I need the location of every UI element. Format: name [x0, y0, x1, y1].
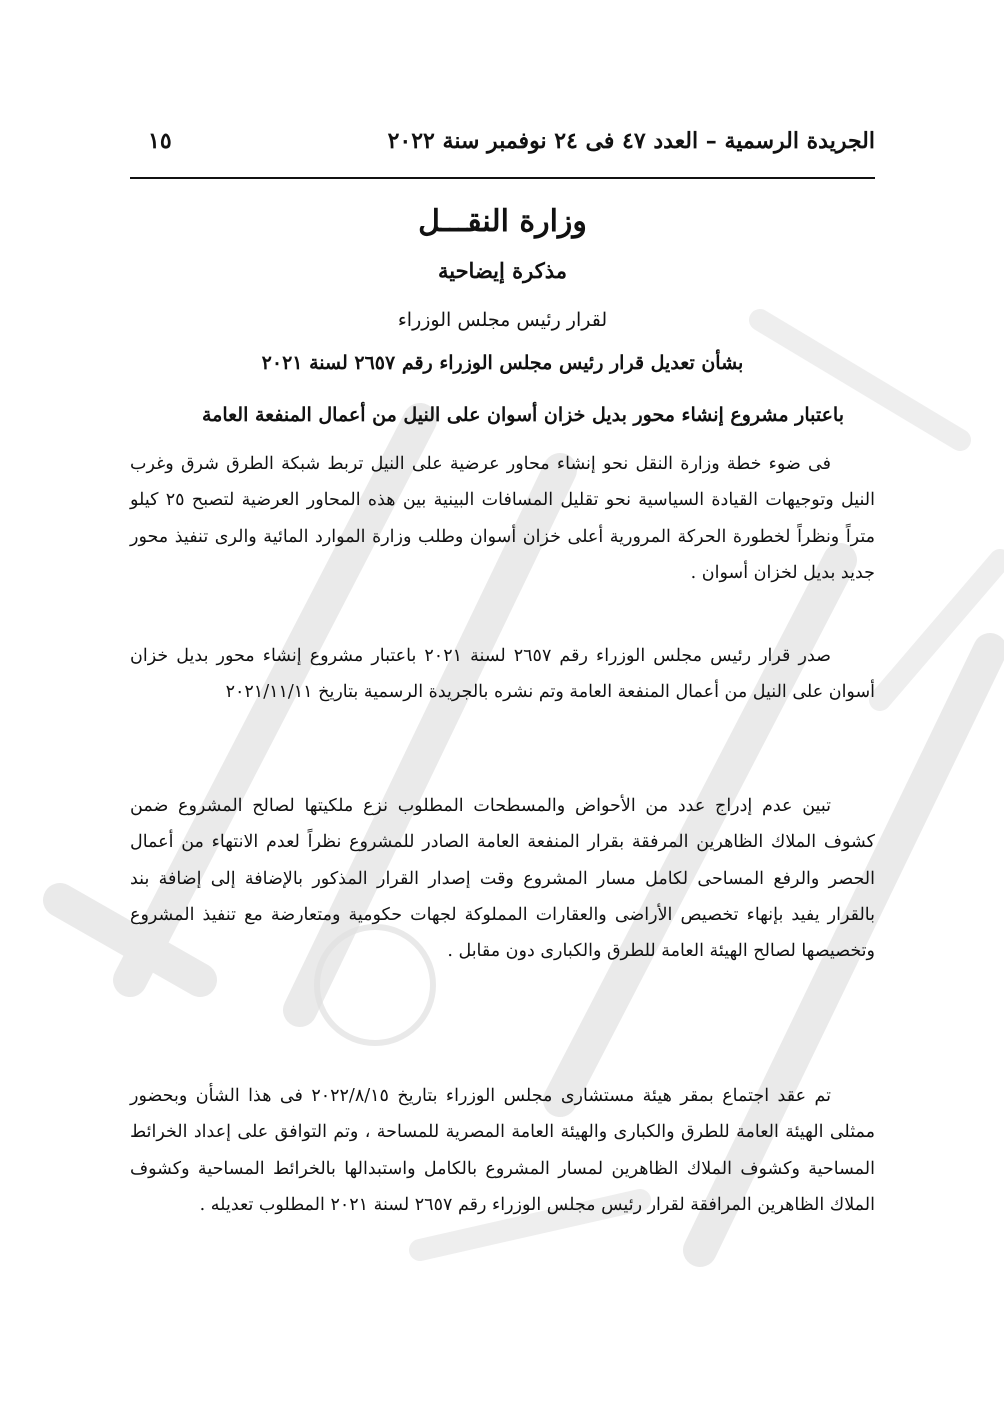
header-divider [130, 177, 875, 179]
decree-line: لقرار رئيس مجلس الوزراء [397, 309, 608, 331]
page-number: ١٥ [148, 128, 172, 154]
page-header [130, 128, 875, 158]
paragraph-2: صدر قرار رئيس مجلس الوزراء رقم ٢٦٥٧ لسنة ٢٠٢١ باعتبار مشروع إنشاء محور بديل خزان أسوان على النيل من أعمال المنفعة العامة وتم نشره بالجريدة الرسمية بتاريخ ٢٠٢١/١١/١١ [130, 646, 875, 703]
memo-title: مذكرة إيضاحية [437, 258, 568, 283]
paragraph-3: تبين عدم إدراج عدد من الأحواض والمسطحات المطلوب نزع ملكيتها لصالح المشروع ضمن كشوف الملاك الظاهرين المرفقة بقرار المنفعة العامة الصادر للمشروع نظراً لعدم الانتهاء من أعمال الحصر والرفع المساحى لكامل مسار المشروع وقت إصدار القرار المذكور بالإضافة إلى إضافة بند بالقرار يفيد بإنهاء تخصيص الأراضى والعقارات المملوكة لجهات حكومية ومتعارضة مع تنفيذ المشروع وتخصيصها لصالح الهيئة العامة للطرق والكبارى دون مقابل . [130, 796, 875, 962]
gazette-title: الجريدة الرسمية – العدد ٤٧ فى ٢٤ نوفمبر سنة ٢٠٢٢ [387, 128, 875, 154]
paragraph-1: فى ضوء خطة وزارة النقل نحو إنشاء محاور عرضية على النيل تربط شبكة الطرق شرق وغرب النيل وتوجيهات القيادة السياسية نحو تقليل المسافات البينية بين هذه المحاور العرضية لتصبح ٢٥ كيلو متراً ونظراً لخطورة الحركة المرورية أعلى خزان أسوان وطلب وزارة الموارد المائية والرى تنفيذ محور جديد بديل لخزان أسوان . [130, 454, 875, 583]
paragraph-4: تم عقد اجتماع بمقر هيئة مستشارى مجلس الوزراء بتاريخ ٢٠٢٢/٨/١٥ فى هذا الشأن وبحضور ممثلى الهيئة العامة للطرق والكبارى والهيئة العامة المصرية للمساحة ، وتم التوافق على إعداد الخرائط المساحية وكشوف الملاك الظاهرين لمسار المشروع بالكامل واستبدالها بالخرائط المساحية وكشوف الملاك الظاهرين المرافقة لقرار رئيس مجلس الوزراء رقم ٢٦٥٧ لسنة ٢٠٢١ المطلوب تعديله . [130, 1086, 875, 1215]
ministry-title: وزارة النقـــل [418, 204, 587, 239]
subject-line: بشأن تعديل قرار رئيس مجلس الوزراء رقم ٢٦٥٧ لسنة ٢٠٢١ [261, 352, 744, 374]
subject-line-2: باعتبار مشروع إنشاء محور بديل خزان أسوان على النيل من أعمال المنفعة العامة [201, 404, 844, 426]
